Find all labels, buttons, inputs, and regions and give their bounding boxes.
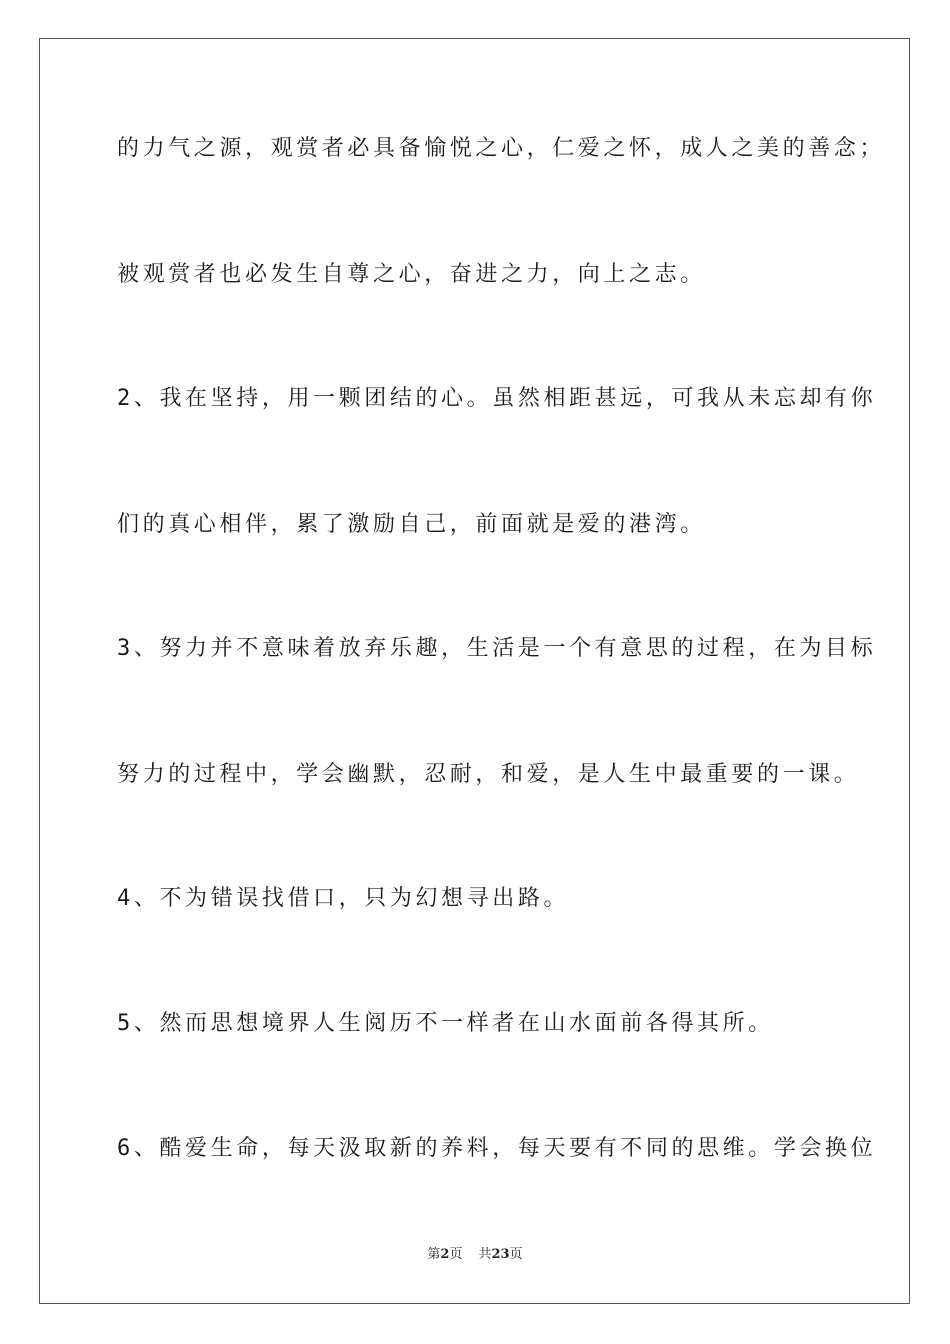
page-suffix: 页	[449, 1247, 463, 1262]
text-line: 3、努力并不意味着放弃乐趣，生活是一个有意思的过程，在为目标	[117, 636, 877, 661]
text-line: 4、不为错误找借口，只为幻想寻出路。	[117, 886, 570, 911]
text-line: 6、酷爱生命，每天汲取新的养料，每天要有不同的思维。学会换位	[117, 1136, 877, 1161]
total-prefix: 共	[478, 1247, 492, 1262]
text-line: 的力气之源，观赏者必具备愉悦之心，仁爱之怀，成人之美的善念；	[117, 136, 886, 161]
text-line: 努力的过程中，学会幽默，忍耐，和爱，是人生中最重要的一课。	[117, 762, 860, 787]
text-line: 被观赏者也必发生自尊之心，奋进之力，向上之志。	[117, 262, 706, 287]
page-border	[39, 38, 910, 1304]
page-footer	[0, 1246, 950, 1264]
text-line: 2、我在坚持，用一颗团结的心。虽然相距甚远，可我从未忘却有你	[117, 386, 877, 411]
page-prefix: 第	[427, 1247, 441, 1262]
total-suffix: 页	[509, 1247, 523, 1262]
text-line: 们的真心相伴，累了激励自己，前面就是爱的港湾。	[117, 512, 706, 537]
page-number: 2	[440, 1247, 450, 1262]
text-line: 5、然而思想境界人生阅历不一样者在山水面前各得其所。	[117, 1011, 774, 1036]
total-pages: 23	[491, 1247, 510, 1262]
